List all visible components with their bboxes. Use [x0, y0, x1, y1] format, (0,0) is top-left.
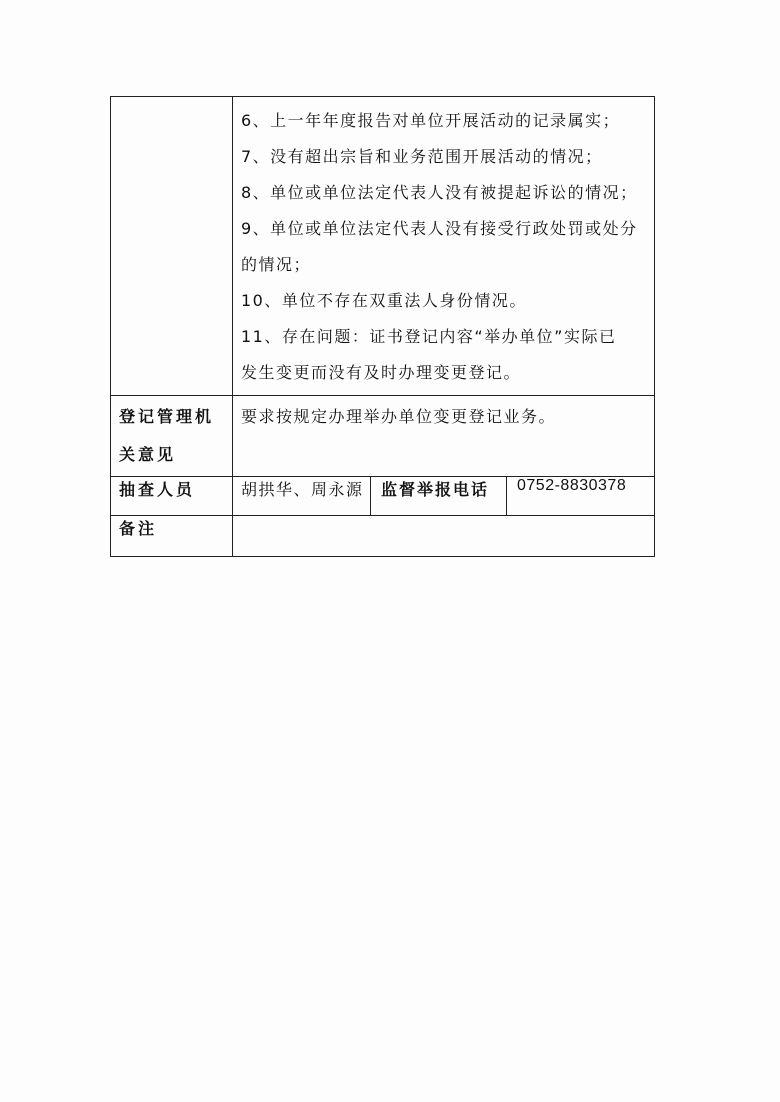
phone-label: 监督举报电话 [381, 480, 490, 499]
staff-names-cell [233, 477, 371, 516]
opinion-text: 要求按规定办理举办单位变更登记业务。 [241, 407, 557, 426]
staff-label-cell [111, 477, 233, 516]
items-label-cell [111, 97, 233, 396]
inspection-item: 发生变更而没有及时办理变更登记。 [241, 363, 522, 382]
phone-cell [507, 477, 655, 516]
staff-row [111, 477, 655, 516]
staff-names: 胡拱华、周永源 [241, 480, 364, 499]
phone-number: 0752-8830378 [517, 477, 627, 494]
opinion-row [111, 396, 655, 477]
opinion-label-line1: 登记管理机 [119, 407, 215, 426]
inspection-item: 6、上一年年度报告对单位开展活动的记录属实； [241, 111, 621, 130]
inspection-item: 的情况； [241, 255, 312, 274]
inspection-items-list [233, 97, 654, 395]
inspection-form-table [110, 96, 655, 557]
opinion-label-line2: 关意见 [119, 445, 177, 464]
remark-label: 备注 [119, 519, 158, 538]
inspection-item: 10、单位不存在双重法人身份情况。 [241, 291, 527, 310]
items-row [111, 97, 655, 396]
staff-label: 抽查人员 [119, 480, 196, 499]
inspection-item: 11、存在问题：证书登记内容“举办单位”实际已 [241, 327, 617, 346]
opinion-label-cell [111, 396, 233, 477]
remark-label-cell [111, 516, 233, 557]
opinion-cell [233, 396, 655, 477]
remark-value-cell [233, 516, 655, 557]
phone-label-cell [371, 477, 507, 516]
inspection-item: 8、单位或单位法定代表人没有被提起诉讼的情况； [241, 183, 638, 202]
items-cell [233, 97, 655, 396]
inspection-item: 9、单位或单位法定代表人没有接受行政处罚或处分 [241, 219, 638, 238]
remark-row [111, 516, 655, 557]
inspection-item: 7、没有超出宗旨和业务范围开展活动的情况； [241, 147, 603, 166]
